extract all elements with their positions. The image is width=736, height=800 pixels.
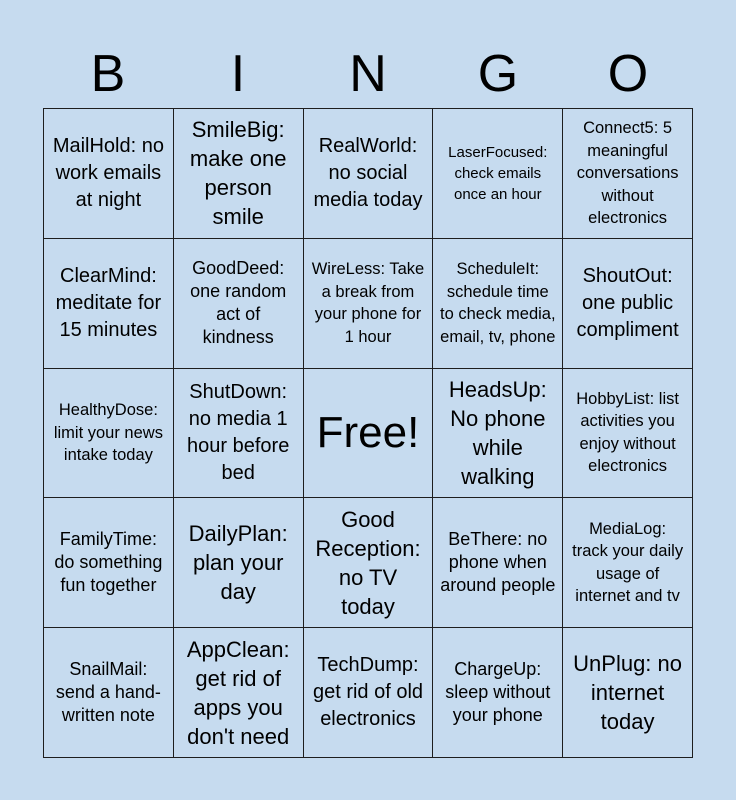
header-letter-n: N: [349, 45, 387, 103]
bingo-cell[interactable]: [174, 369, 304, 499]
bingo-cell[interactable]: [44, 239, 174, 369]
bingo-cell[interactable]: [563, 239, 693, 369]
bingo-cell[interactable]: [433, 239, 563, 369]
free-space-cell[interactable]: [304, 369, 434, 499]
cell-text: HobbyList: list activities you enjoy without electronics: [576, 389, 679, 476]
cell-text: MediaLog: track your daily usage of internet and tv: [572, 519, 684, 606]
cell-text: BeThere: no phone when around people: [440, 529, 556, 596]
bingo-cell[interactable]: [174, 628, 304, 758]
cell-text: UnPlug: no internet today: [573, 651, 683, 735]
bingo-header: [43, 40, 693, 106]
bingo-cell[interactable]: [433, 369, 563, 499]
bingo-cell[interactable]: [563, 628, 693, 758]
header-letter-o: O: [607, 45, 649, 103]
cell-text: GoodDeed: one random act of kindness: [190, 258, 287, 348]
cell-text: SnailMail: send a hand-written note: [55, 659, 161, 726]
cell-text: WireLess: Take a break from your phone for 1 hour: [311, 260, 425, 346]
cell-text: HealthyDose: limit your news intake today: [53, 401, 163, 465]
bingo-cell[interactable]: [433, 498, 563, 628]
cell-text: ShoutOut: one public compliment: [576, 264, 679, 341]
header-letter-i: I: [230, 45, 246, 103]
cell-text: ClearMind: meditate for 15 minutes: [55, 264, 162, 341]
bingo-cell[interactable]: [563, 498, 693, 628]
cell-text: SmileBig: make one person smile: [189, 117, 287, 230]
header-letter-b: B: [90, 45, 126, 103]
bingo-board: [43, 108, 693, 758]
bingo-cell[interactable]: [174, 109, 304, 239]
bingo-cell[interactable]: [174, 239, 304, 369]
header-letter-g: G: [477, 45, 519, 103]
free-space-text: Free!: [316, 407, 420, 457]
cell-text: DailyPlan: plan your day: [188, 521, 288, 605]
bingo-cell[interactable]: [304, 628, 434, 758]
bingo-cell[interactable]: [44, 628, 174, 758]
bingo-cell[interactable]: [44, 109, 174, 239]
cell-text: ScheduleIt: schedule time to check media, email, tv, phone: [440, 260, 556, 346]
cell-text: ChargeUp: sleep without your phone: [445, 659, 551, 726]
bingo-cell[interactable]: [44, 369, 174, 499]
cell-text: LaserFocused: check emails once an hour: [448, 143, 548, 203]
cell-text: HeadsUp: No phone while walking: [448, 376, 547, 489]
bingo-cell[interactable]: [174, 498, 304, 628]
bingo-cell[interactable]: [433, 109, 563, 239]
cell-text: Good Reception: no TV today: [315, 506, 421, 619]
cell-text: MailHold: no work emails at night: [52, 134, 164, 211]
cell-text: FamilyTime: do something fun together: [54, 529, 163, 596]
cell-text: TechDump: get rid of old electronics: [312, 654, 424, 731]
bingo-cell[interactable]: [304, 109, 434, 239]
cell-text: ShutDown: no media 1 hour before bed: [187, 380, 290, 484]
cell-text: RealWorld: no social media today: [313, 134, 423, 211]
cell-text: Connect5: 5 meaningful conversations without electronics: [576, 119, 679, 228]
bingo-cell[interactable]: [563, 109, 693, 239]
bingo-cell[interactable]: [433, 628, 563, 758]
bingo-cell[interactable]: [304, 239, 434, 369]
cell-text: AppClean: get rid of apps you don't need: [186, 636, 290, 749]
bingo-cell[interactable]: [304, 498, 434, 628]
bingo-cell[interactable]: [563, 369, 693, 499]
bingo-cell[interactable]: [44, 498, 174, 628]
